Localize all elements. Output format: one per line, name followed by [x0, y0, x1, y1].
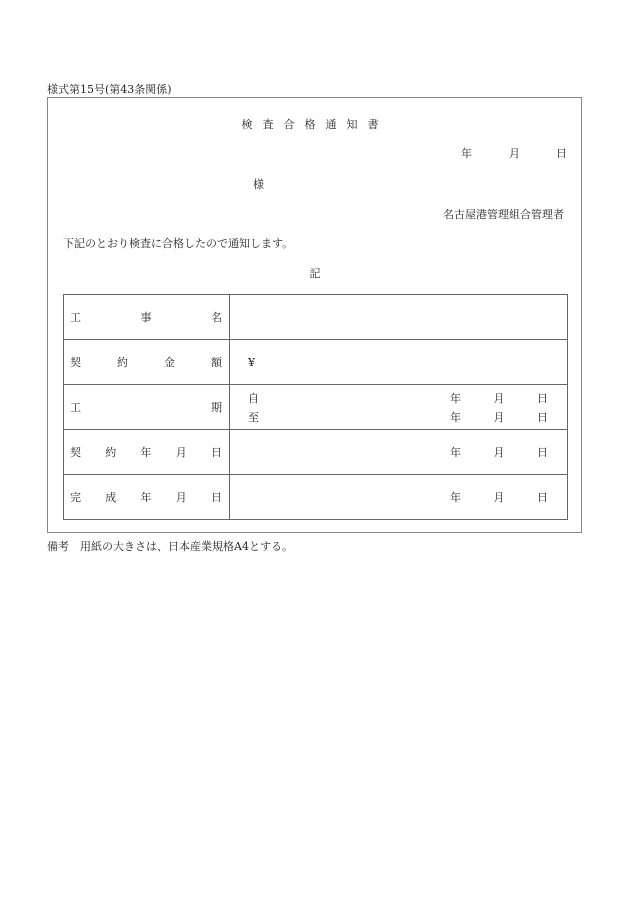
value-construction-name	[230, 295, 568, 340]
label-char: 名	[211, 311, 222, 324]
label-char: 契	[70, 356, 81, 369]
value-completion-date	[230, 475, 568, 520]
table-row-contract-amount	[64, 340, 568, 385]
document-title: 検査合格通知書	[241, 118, 389, 131]
value-contract-date	[230, 430, 568, 475]
day-label: 日	[537, 392, 548, 405]
form-number: 様式第15号(第43条関係)	[47, 83, 172, 96]
contract-date	[450, 444, 567, 460]
label-char: 月	[175, 446, 187, 459]
period-to-label: 至	[248, 411, 259, 424]
month-label: 月	[493, 446, 505, 459]
date-day: 日	[556, 147, 567, 160]
label-char: 期	[211, 401, 222, 414]
label-construction-name	[64, 295, 230, 340]
addressee-suffix: 様	[253, 178, 264, 191]
notice-body: 下記のとおり検査に合格したので通知します。	[63, 237, 294, 250]
remarks	[47, 538, 293, 554]
label-contract-amount	[64, 340, 230, 385]
day-label: 日	[537, 491, 548, 504]
issuer-name: 名古屋港管理組合管理者	[443, 208, 564, 221]
month-label: 月	[493, 491, 505, 504]
table-row-completion-date	[64, 475, 568, 520]
yen-sign: ¥	[248, 355, 255, 369]
label-contract-date	[64, 430, 230, 475]
label-char: 事	[140, 311, 152, 324]
label-char: 工	[70, 401, 81, 414]
month-label: 月	[493, 392, 505, 405]
value-contract-amount	[230, 340, 568, 385]
date-month: 月	[509, 147, 520, 160]
label-char: 月	[175, 491, 187, 504]
label-char: 契	[70, 446, 81, 459]
remarks-text: 用紙の大きさは、日本産業規格A4とする。	[80, 540, 293, 553]
day-label: 日	[537, 446, 548, 459]
period-from-label: 自	[248, 392, 259, 405]
label-char: 年	[140, 491, 152, 504]
value-construction-period	[230, 385, 568, 430]
label-char: 完	[70, 491, 81, 504]
period-to-date	[450, 409, 567, 425]
label-char: 金	[164, 356, 175, 369]
year-label: 年	[450, 392, 461, 405]
table-row-contract-date	[64, 430, 568, 475]
date-year: 年	[461, 147, 472, 160]
year-label: 年	[450, 446, 461, 459]
year-label: 年	[450, 491, 461, 504]
label-char: 約	[105, 446, 117, 459]
label-char: 成	[105, 491, 117, 504]
label-completion-date	[64, 475, 230, 520]
label-construction-period	[64, 385, 230, 430]
period-from-date	[450, 390, 567, 406]
details-table	[63, 294, 568, 520]
completion-date	[450, 489, 567, 505]
remarks-label: 備考	[47, 540, 69, 553]
label-char: 約	[117, 356, 128, 369]
label-char: 額	[211, 356, 222, 369]
label-char: 工	[70, 311, 81, 324]
month-label: 月	[493, 411, 505, 424]
label-char: 日	[211, 491, 222, 504]
table-row-construction-name	[64, 295, 568, 340]
ki-heading: 記	[309, 267, 321, 280]
label-char: 日	[211, 446, 222, 459]
label-char: 年	[140, 446, 152, 459]
table-row-construction-period	[64, 385, 568, 430]
day-label: 日	[537, 411, 548, 424]
year-label: 年	[450, 411, 461, 424]
